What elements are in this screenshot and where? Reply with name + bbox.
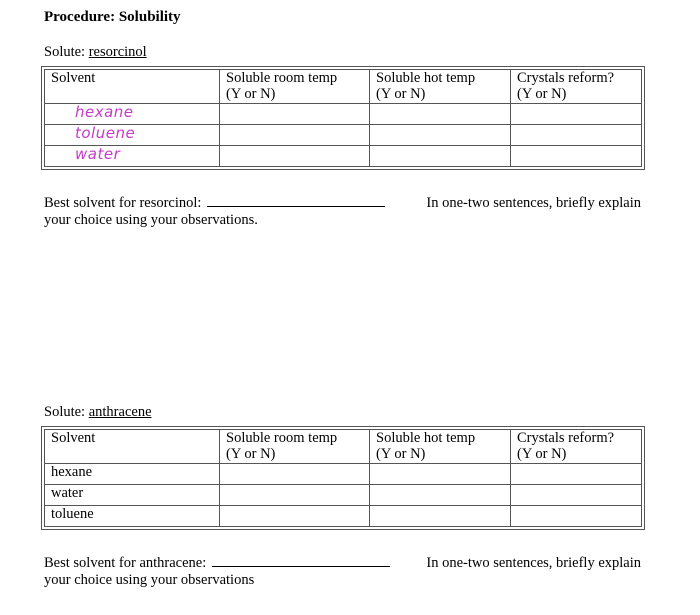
best-solvent-block-1 <box>44 193 641 229</box>
hot-temp-cell[interactable] <box>370 485 511 506</box>
explain-prompt: In one-two sentences, briefly explain <box>426 195 641 211</box>
solute-name: resorcinol <box>88 44 147 60</box>
header-solvent: Solvent <box>45 430 220 464</box>
best-solvent-label: Best solvent for anthracene: <box>44 555 207 571</box>
crystals-cell[interactable] <box>511 485 642 506</box>
crystals-cell[interactable] <box>511 464 642 485</box>
table-row <box>45 506 642 527</box>
crystals-cell[interactable] <box>511 125 642 146</box>
solvent-cell: hexane <box>45 104 220 125</box>
room-temp-cell[interactable] <box>220 506 370 527</box>
room-temp-cell[interactable] <box>220 485 370 506</box>
header-hot-temp: Soluble hot temp (Y or N) <box>370 430 511 464</box>
table-row <box>45 104 642 125</box>
crystals-cell[interactable] <box>511 104 642 125</box>
table-header-row <box>45 70 642 104</box>
header-crystals: Crystals reform? (Y or N) <box>511 430 642 464</box>
header-hot-temp: Soluble hot temp (Y or N) <box>370 70 511 104</box>
explain-prompt: In one-two sentences, briefly explain <box>426 555 641 571</box>
header-room-temp: Soluble room temp (Y or N) <box>220 430 370 464</box>
room-temp-cell[interactable] <box>220 146 370 167</box>
hot-temp-cell[interactable] <box>370 146 511 167</box>
table-row <box>45 125 642 146</box>
explain-prompt-cont: your choice using your observations <box>44 572 255 588</box>
solvent-cell: hexane <box>45 464 220 485</box>
best-solvent-blank[interactable] <box>207 193 385 207</box>
solvent-cell: water <box>45 485 220 506</box>
solute-line-2 <box>44 404 152 421</box>
solvent-cell: toluene <box>45 506 220 527</box>
header-room-temp: Soluble room temp (Y or N) <box>220 70 370 104</box>
header-crystals: Crystals reform? (Y or N) <box>511 70 642 104</box>
table-row <box>45 464 642 485</box>
table-row <box>45 146 642 167</box>
solvent-cell: water <box>45 146 220 167</box>
crystals-cell[interactable] <box>511 146 642 167</box>
table-row <box>45 485 642 506</box>
solute-name: anthracene <box>88 404 152 420</box>
hot-temp-cell[interactable] <box>370 506 511 527</box>
solvent-cell: toluene <box>45 125 220 146</box>
hot-temp-cell[interactable] <box>370 104 511 125</box>
hot-temp-cell[interactable] <box>370 464 511 485</box>
explain-prompt-cont: your choice using your observations. <box>44 212 258 228</box>
solubility-table-1 <box>44 69 642 167</box>
solute-label: Solute: <box>44 404 86 420</box>
solute-label: Solute: <box>44 44 86 60</box>
best-solvent-label: Best solvent for resorcinol: <box>44 195 202 211</box>
hot-temp-cell[interactable] <box>370 125 511 146</box>
room-temp-cell[interactable] <box>220 104 370 125</box>
crystals-cell[interactable] <box>511 506 642 527</box>
page-title: Procedure: Solubility <box>44 9 181 25</box>
room-temp-cell[interactable] <box>220 464 370 485</box>
room-temp-cell[interactable] <box>220 125 370 146</box>
best-solvent-blank[interactable] <box>212 553 390 567</box>
best-solvent-block-2 <box>44 553 641 589</box>
solute-line-1 <box>44 44 147 61</box>
header-solvent: Solvent <box>45 70 220 104</box>
table-header-row <box>45 430 642 464</box>
solubility-table-2 <box>44 429 642 527</box>
